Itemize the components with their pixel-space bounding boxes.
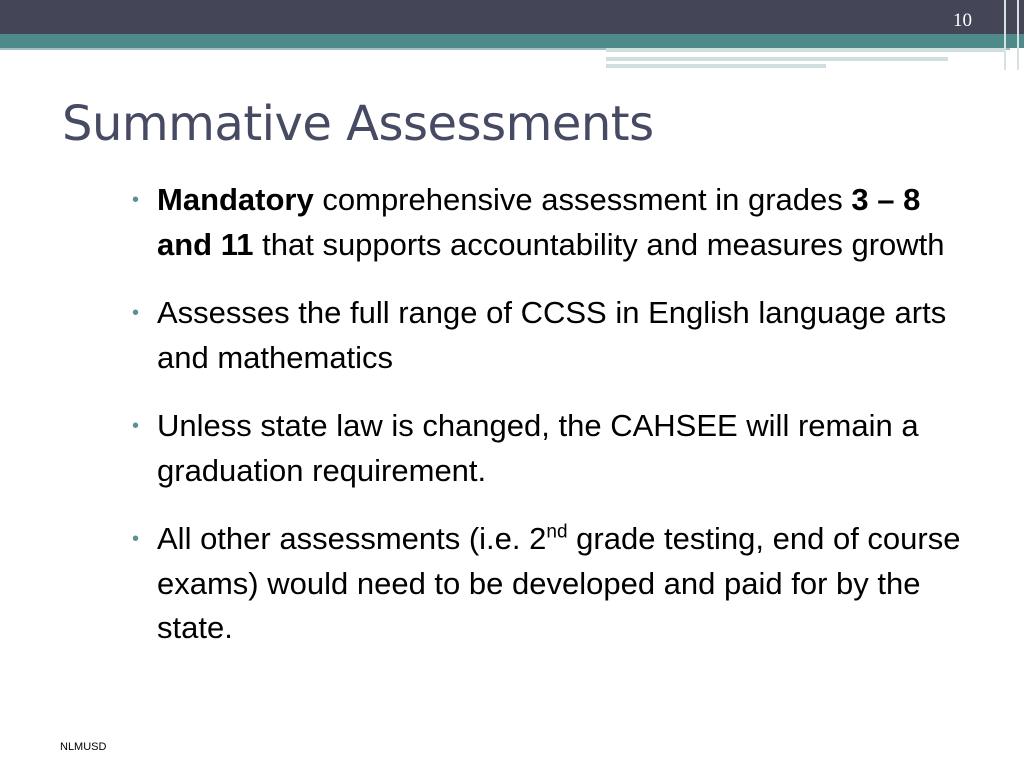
slide-title: Summative Assessments (62, 96, 654, 152)
bullet-item-4 (130, 517, 970, 651)
bullet-icon: • (132, 189, 140, 211)
bullet-item-1 (130, 178, 970, 267)
bullet-icon: • (132, 415, 140, 437)
bullet-1-text-2: that supports accountability and measures growth (262, 226, 945, 262)
bullet-icon: • (132, 528, 140, 550)
bullet-item-2 (130, 291, 970, 380)
bullet-4-pre: All other assessments (i.e. 2 (157, 521, 547, 556)
decor-bar-3 (606, 64, 826, 68)
bullet-item-3 (130, 404, 970, 493)
decor-bar-2 (606, 57, 948, 61)
bullet-4-post: grade testing, end of course exams) would need to be developed and paid for by the state. (157, 521, 961, 645)
decor-bar-1 (606, 48, 1006, 52)
teal-band (0, 34, 1024, 48)
bullet-icon: • (132, 302, 140, 324)
decor-vline-1 (1004, 0, 1006, 70)
bullet-1-bold: Mandatory (157, 182, 314, 217)
bullet-1-bold-2: 3 – 8 and 11 (157, 182, 921, 262)
page-number: 10 (953, 10, 972, 31)
header-bar (0, 0, 1024, 34)
footer-label: NLMUSD (60, 741, 107, 753)
bullet-2-text: Assesses the full range of CCSS in English language arts and mathematics (157, 295, 947, 375)
bullet-list (130, 178, 970, 675)
bullet-3-text: Unless state law is changed, the CAHSEE will remain a graduation requirement. (157, 408, 919, 488)
bullet-1-text-1: comprehensive assessment in grades (322, 182, 843, 217)
decor-vline-2 (1017, 0, 1019, 70)
bullet-4-sup: nd (546, 521, 568, 543)
